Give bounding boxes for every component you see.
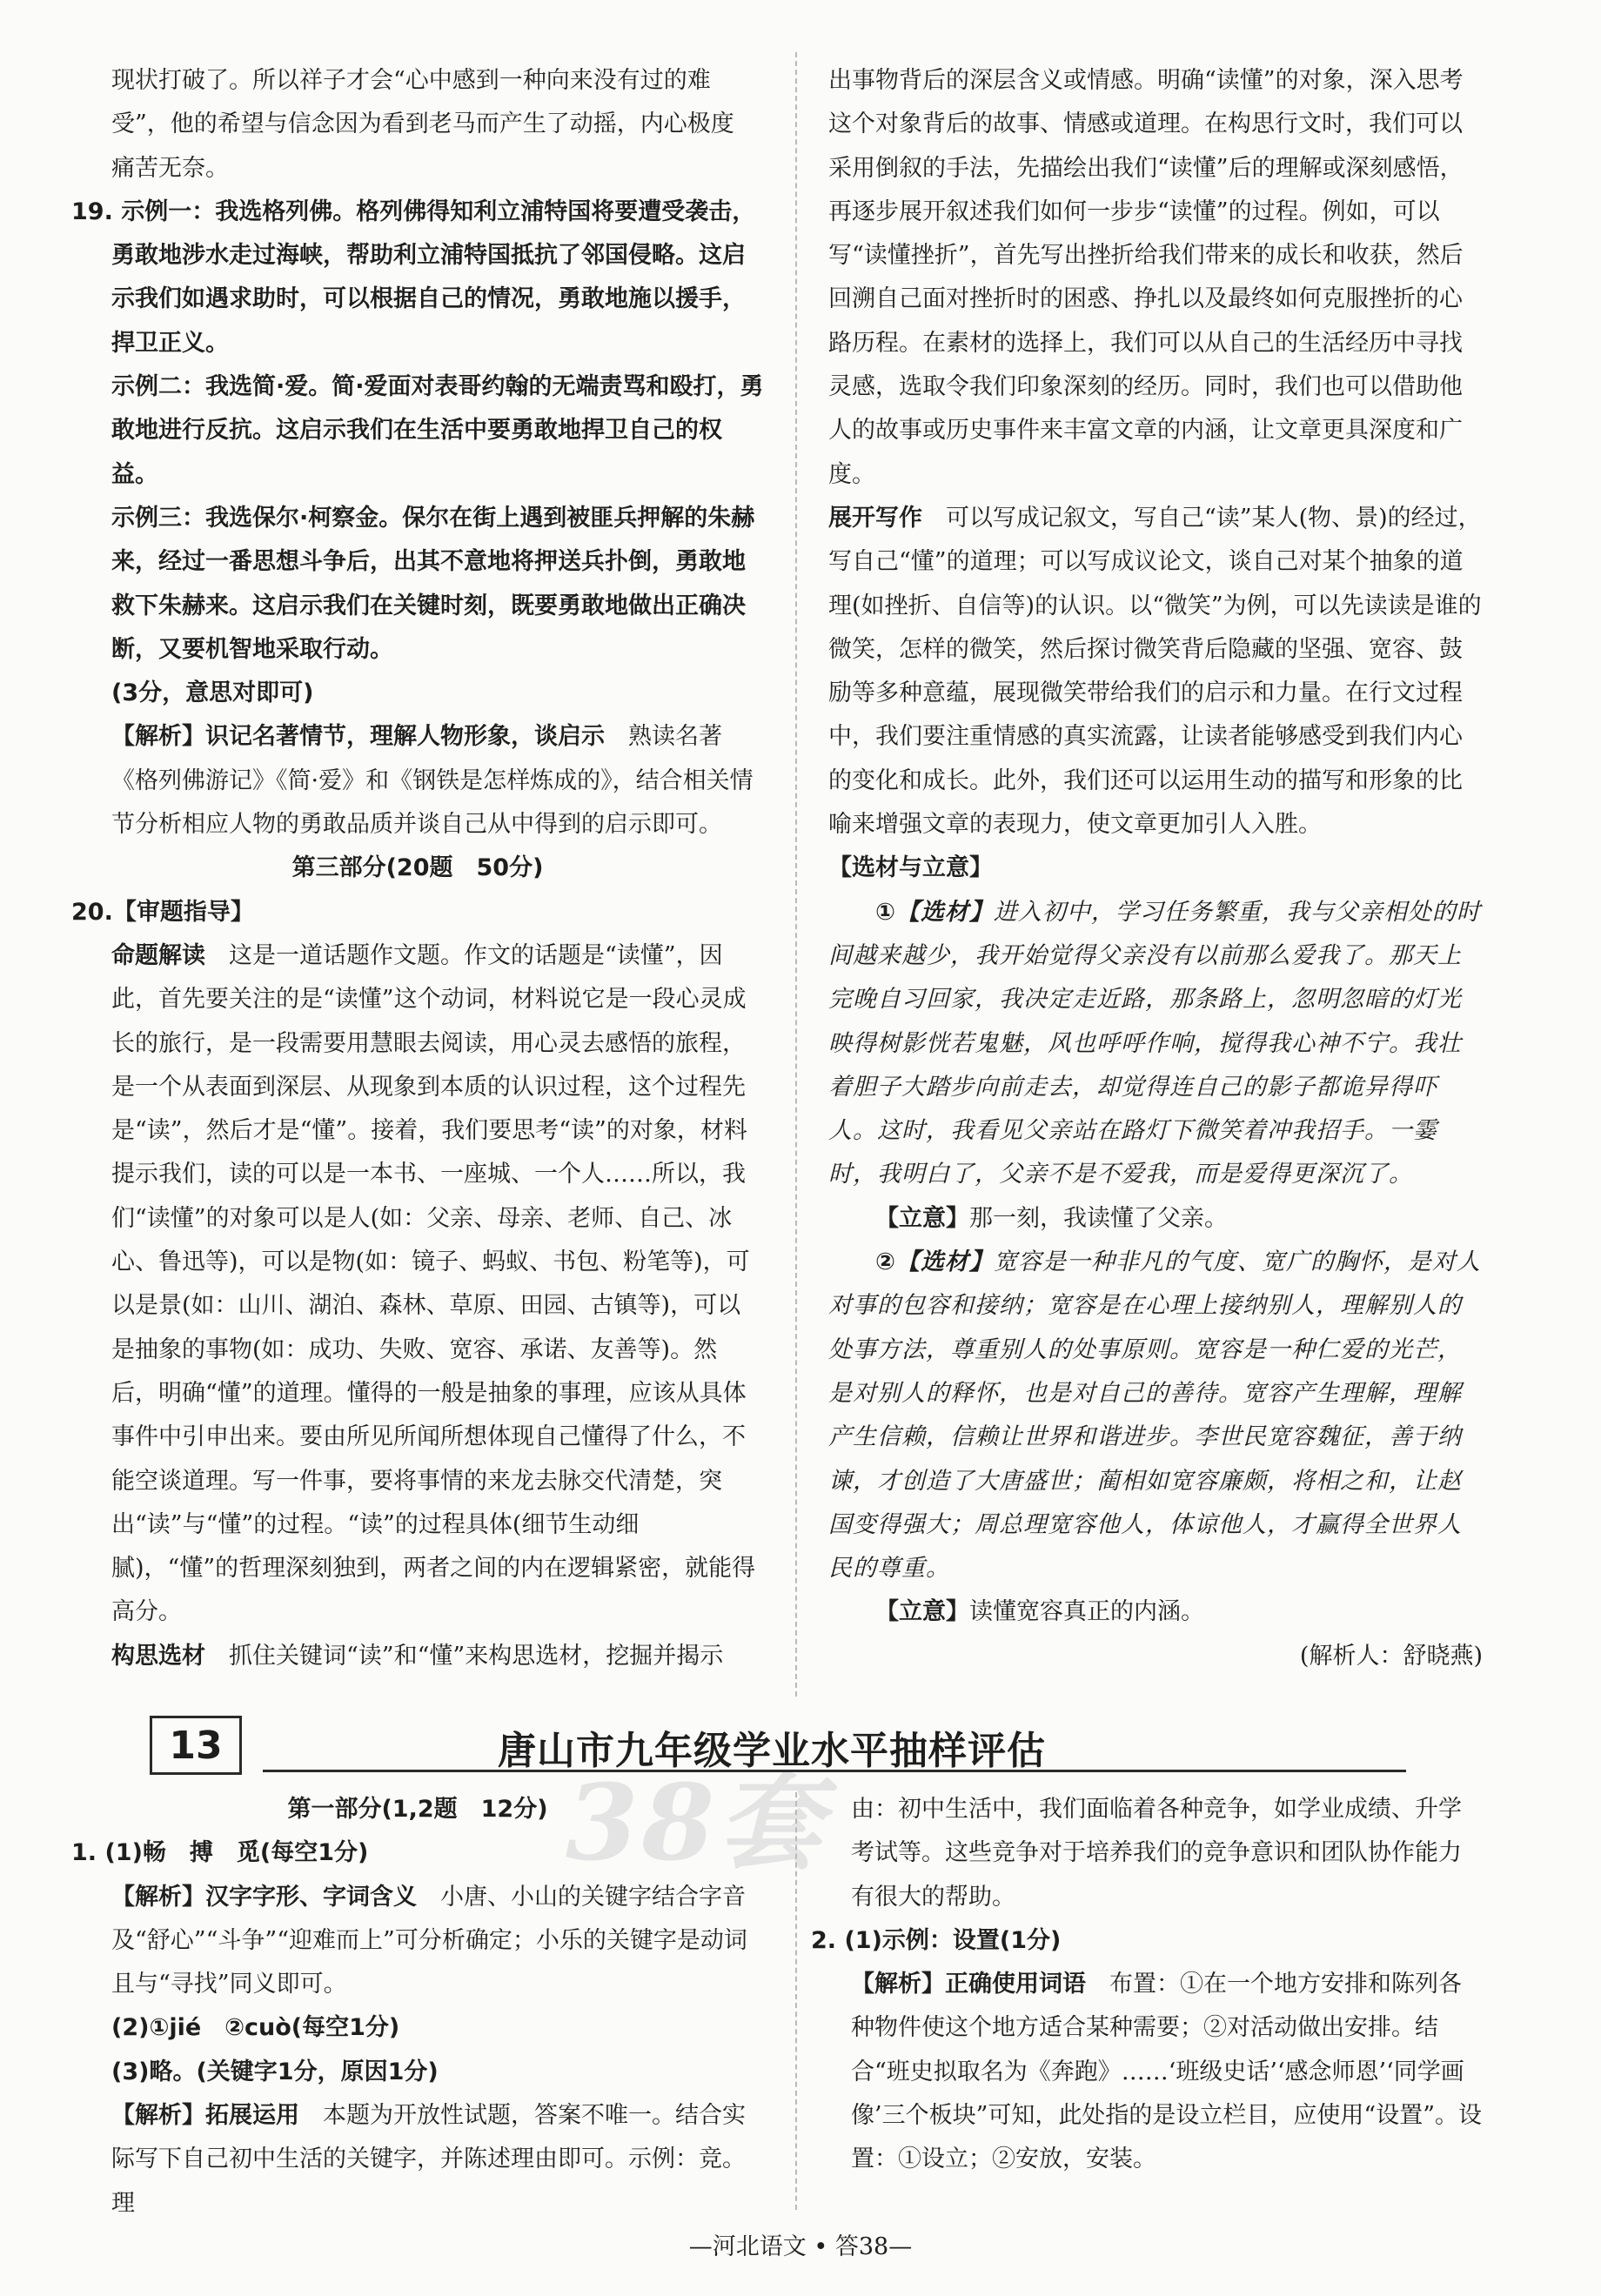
paragraph — [71, 1831, 764, 1875]
paragraph — [71, 2006, 764, 2050]
paragraph — [71, 365, 764, 497]
paragraph — [71, 497, 764, 672]
paragraph-text: 可以写成记叙文，写自己“读”某人(物、景)的经过，写自己“懂”的道理；可以写成议论文，谈自己对某个抽象的道理(如挫折、自信等)的认识。以“微笑”为例，可以先读读是谁的微笑，怎样的微笑，然后探讨微笑背后隐藏的坚强、宽容、鼓励等多种意蕴，展现微笑带给我们的启示和力量。在行文过程中，我们要注重情感的真实流露，让读者能够感受到我们内心的变化和成长。此外，我们还可以运用生动的描写和形象的比喻来增强文章的表现力，使文章更加引人入胜。 — [828, 504, 1482, 839]
right-column-bottom — [811, 1788, 1483, 2182]
section-title: 唐山市九年级学业水平抽样评估 — [498, 1729, 1046, 1773]
paragraph-label: 【立意】 — [875, 1204, 969, 1232]
paragraph — [71, 715, 764, 847]
paragraph — [828, 59, 1483, 497]
paragraph — [71, 191, 764, 365]
left-column — [71, 59, 764, 1678]
paragraph-label: ②【选材】 — [875, 1248, 994, 1276]
paragraph-text: 2. (1)示例：设置(1分) — [811, 1926, 1062, 1954]
paragraph — [828, 1197, 1483, 1241]
right-column — [828, 59, 1483, 1678]
paragraph — [828, 847, 1483, 890]
column-divider-bottom — [795, 1792, 797, 2210]
paragraph — [71, 934, 764, 1635]
paragraph-text: 【选材与立意】 — [828, 854, 993, 882]
paragraph — [828, 1590, 1483, 1634]
paragraph-text: 现状打破了。所以祥子才会“心中感到一种向来没有过的难 — [111, 67, 711, 94]
paragraph-text: 本题为开放性试题，答案不唯一。结合实际写下自己初中生活的关键字，并陈述理由即可。示例：竞。理 — [111, 2102, 746, 2217]
paragraph-label: 构思选材 — [111, 1642, 205, 1670]
paragraph — [811, 1788, 1483, 1919]
paragraph-text: 进入初中，学习任务繁重，我与父亲相处的时间越来越少，我开始觉得父亲没有以前那么爱我了。那天上完晚自习回家，我决定走近路，那条路上，忽明忽暗的灯光映得树影恍若鬼魅，风也呼呼作响，搅得我心神不宁。我壮着胆子大踏步向前走去，却觉得连自己的影子都诡异得吓人。这时，我看见父亲站在路灯下微笑着冲我招手。一霎时，我明白了，父亲不是不爱我，而是爱得更深沉了。 — [828, 898, 1481, 1188]
paragraph-text: 第一部分(1,2题 12分) — [287, 1796, 548, 1823]
paragraph-label: 展开写作 — [828, 504, 922, 532]
paragraph-text: 这是一道话题作文题。作文的话题是“读懂”，因此，首先要关注的是“读懂”这个动词，材料说它是一段心灵成长的旅行，是一段需要用慧眼去阅读，用心灵去感悟的旅程，是一个从表面到深层、从现象到本质的认识过程，这个过程先是“读”，然后才是“懂”。接着，我们要思考“读”的对象，材料提示我们，读的可以是一本书、一座城、一个人……所以，我们“读懂”的对象可以是人(如：父亲、母亲、老师、自己、冰心、鲁迅等)，可以是物(如：镜子、蚂蚁、书包、粉笔等)，可以是景(如：山川、湖泊、森林、草原、田园、古镇等)，可以是抽象的事物(如：成功、失败、宽容、承诺、友善等)。然后，明确“懂”的道理。懂得的一般是抽象的事理，应该从具体事件中引申出来。要由所见所闻所想体现自己懂得了什么，不能空谈道理。写一件事，要将事情的来龙去脉交代清楚，突出“读”与“懂”的过程。“读”的过程具体(细节生动细腻)，“懂”的哲理深刻独到，两者之间的内在逻辑紧密，就能得高分。 — [111, 941, 756, 1626]
paragraph — [71, 2051, 764, 2094]
paragraph-text: 示例三：我选保尔·柯察金。保尔在街上遇到被匪兵押解的朱赫来，经过一番思想斗争后，出其不意地将押送兵扑倒，勇敢地救下朱赫来。这启示我们在关键时刻，既要勇敢地做出正确决断，又要机智地采取行动。 — [111, 504, 755, 663]
paragraph — [71, 1635, 764, 1678]
paragraph-label: 【解析】汉字字形、字词含义 — [111, 1883, 417, 1911]
paragraph — [71, 672, 764, 715]
paragraph-text: 抓住关键词“读”和“懂”来构思选材，挖掘并揭示 — [205, 1642, 724, 1670]
paragraph-text: (3)略。(关键字1分，原因1分) — [111, 2058, 439, 2085]
paragraph — [71, 2094, 764, 2226]
paragraph-text: (2)①jié ②cuò(每空1分) — [111, 2014, 400, 2042]
paragraph-text: 痛苦无奈。 — [111, 154, 229, 182]
paragraph-label: 【解析】拓展运用 — [111, 2102, 299, 2130]
column-divider-top — [795, 52, 797, 1697]
paragraph-text: 19. 示例一：我选格列佛。格列佛得知利立浦特国将要遭受袭击，勇敢地涉水走过海峡，帮助利立浦特国抵抗了邻国侵略。这启示我们如遇求助时，可以根据自己的情况，勇敢地施以援手，捍卫正义。 — [71, 197, 756, 357]
paragraph-text: (3分，意思对即可) — [111, 679, 314, 707]
paragraph-text: (解析人：舒晓燕) — [1299, 1642, 1483, 1670]
paragraph-text: 出事物背后的深层含义或情感。明确“读懂”的对象，深入思考这个对象背后的故事、情感或道理。在构思行文时，我们可以采用倒叙的手法，先描绘出我们“读懂”后的理解或深刻感悟，再逐步展开叙述我们如何一步步“读懂”的过程。例如，可以写“读懂挫折”，首先写出挫折给我们带来的成长和收获，然后回溯自己面对挫折时的困惑、挣扎以及最终如何克服挫折的心路历程。在素材的选择上，我们可以从自己的生活经历中寻找灵感，选取令我们印象深刻的经历。同时，我们也可以借助他人的故事或历史事件来丰富文章的内涵，让文章更具深度和广度。 — [828, 67, 1464, 488]
paragraph-text: 小唐、小山的关键字结合字音及“舒心”“斗争”“迎难而上”可分析确定；小乐的关键字是动词且与“寻找”同义即可。 — [111, 1883, 747, 1998]
paragraph — [828, 891, 1483, 1197]
paragraph-text: 熟读名著《格列佛游记》《简·爱》和《钢铁是怎样炼成的》，结合相关情节分析相应人物的勇敢品质并谈自己从中得到的启示即可。 — [111, 723, 754, 839]
paragraph-text: 受”，他的希望与信念因为看到老马而产生了动摇，内心极度 — [111, 110, 734, 138]
paragraph — [71, 59, 764, 103]
page-footer: —河北语文 • 答38— — [688, 2233, 913, 2260]
paragraph — [811, 1919, 1483, 1963]
paragraph-text: 宽容是一种非凡的气度、宽广的胸怀，是对人对事的包容和接纳；宽容是在心理上接纳别人，理解别人的处事方法，尊重别人的处事原则。宽容是一种仁爱的光芒，是对别人的释怀，也是对自己的善待。宽容产生理解，理解产生信赖，信赖让世界和谐进步。李世民宽容魏征，善于纳谏，才创造了大唐盛世；蔺相如宽容廉颇，将相之和，让赵国变得强大；周总理宽容他人，体谅他人，才赢得全世界人民的尊重。 — [828, 1248, 1481, 1583]
paragraph — [811, 1963, 1483, 2181]
paragraph-label: ①【选材】 — [875, 898, 994, 926]
left-column-bottom — [71, 1788, 764, 2226]
section-number: 13 — [150, 1716, 242, 1775]
paragraph-text: 示例二：我选简·爱。简·爱面对表哥约翰的无端责骂和殴打，勇敢地进行反抗。这启示我们在生活中要勇敢地捍卫自己的权益。 — [111, 373, 764, 488]
paragraph-text: 1. (1)畅 搏 觅(每空1分) — [71, 1839, 369, 1867]
watermark: 38套 — [566, 1762, 826, 1884]
paragraph — [828, 1635, 1483, 1678]
paragraph-text: 20.【审题指导】 — [71, 898, 254, 926]
paragraph-text: 第三部分(20题 50分) — [291, 854, 544, 882]
paragraph-text: 由：初中生活中，我们面临着各种竞争，如学业成绩、升学考试等。这些竞争对于培养我们的竞争意识和团队协作能力有很大的帮助。 — [851, 1796, 1462, 1911]
paragraph-text: 布置：①在一个地方安排和陈列各种物件使这个地方适合某种需要；②对活动做出安排。结合“班史拟取名为《奔跑》……‘班级史话’‘感念师恩’‘同学画像’三个板块”可知，此处指的是设立栏目，应使用“设置”。设置：①设立；②安放，安装。 — [851, 1971, 1482, 2173]
paragraph — [71, 147, 764, 191]
paragraph — [71, 891, 764, 934]
paragraph-label: 【解析】识记名著情节，理解人物形象，谈启示 — [111, 723, 605, 751]
paragraph-text: 读懂宽容真正的内涵。 — [969, 1598, 1204, 1626]
paragraph-label: 【立意】 — [875, 1598, 969, 1626]
paragraph — [828, 497, 1483, 847]
paragraph-label: 命题解读 — [111, 941, 205, 969]
paragraph-label: 【解析】正确使用词语 — [851, 1971, 1086, 1998]
section-banner — [150, 1716, 1406, 1773]
paragraph — [71, 1788, 764, 1831]
paragraph — [71, 847, 764, 890]
paragraph — [71, 1876, 764, 2007]
paragraph-text: 那一刻，我读懂了父亲。 — [969, 1204, 1228, 1232]
paragraph — [71, 103, 764, 146]
paragraph — [828, 1241, 1483, 1590]
